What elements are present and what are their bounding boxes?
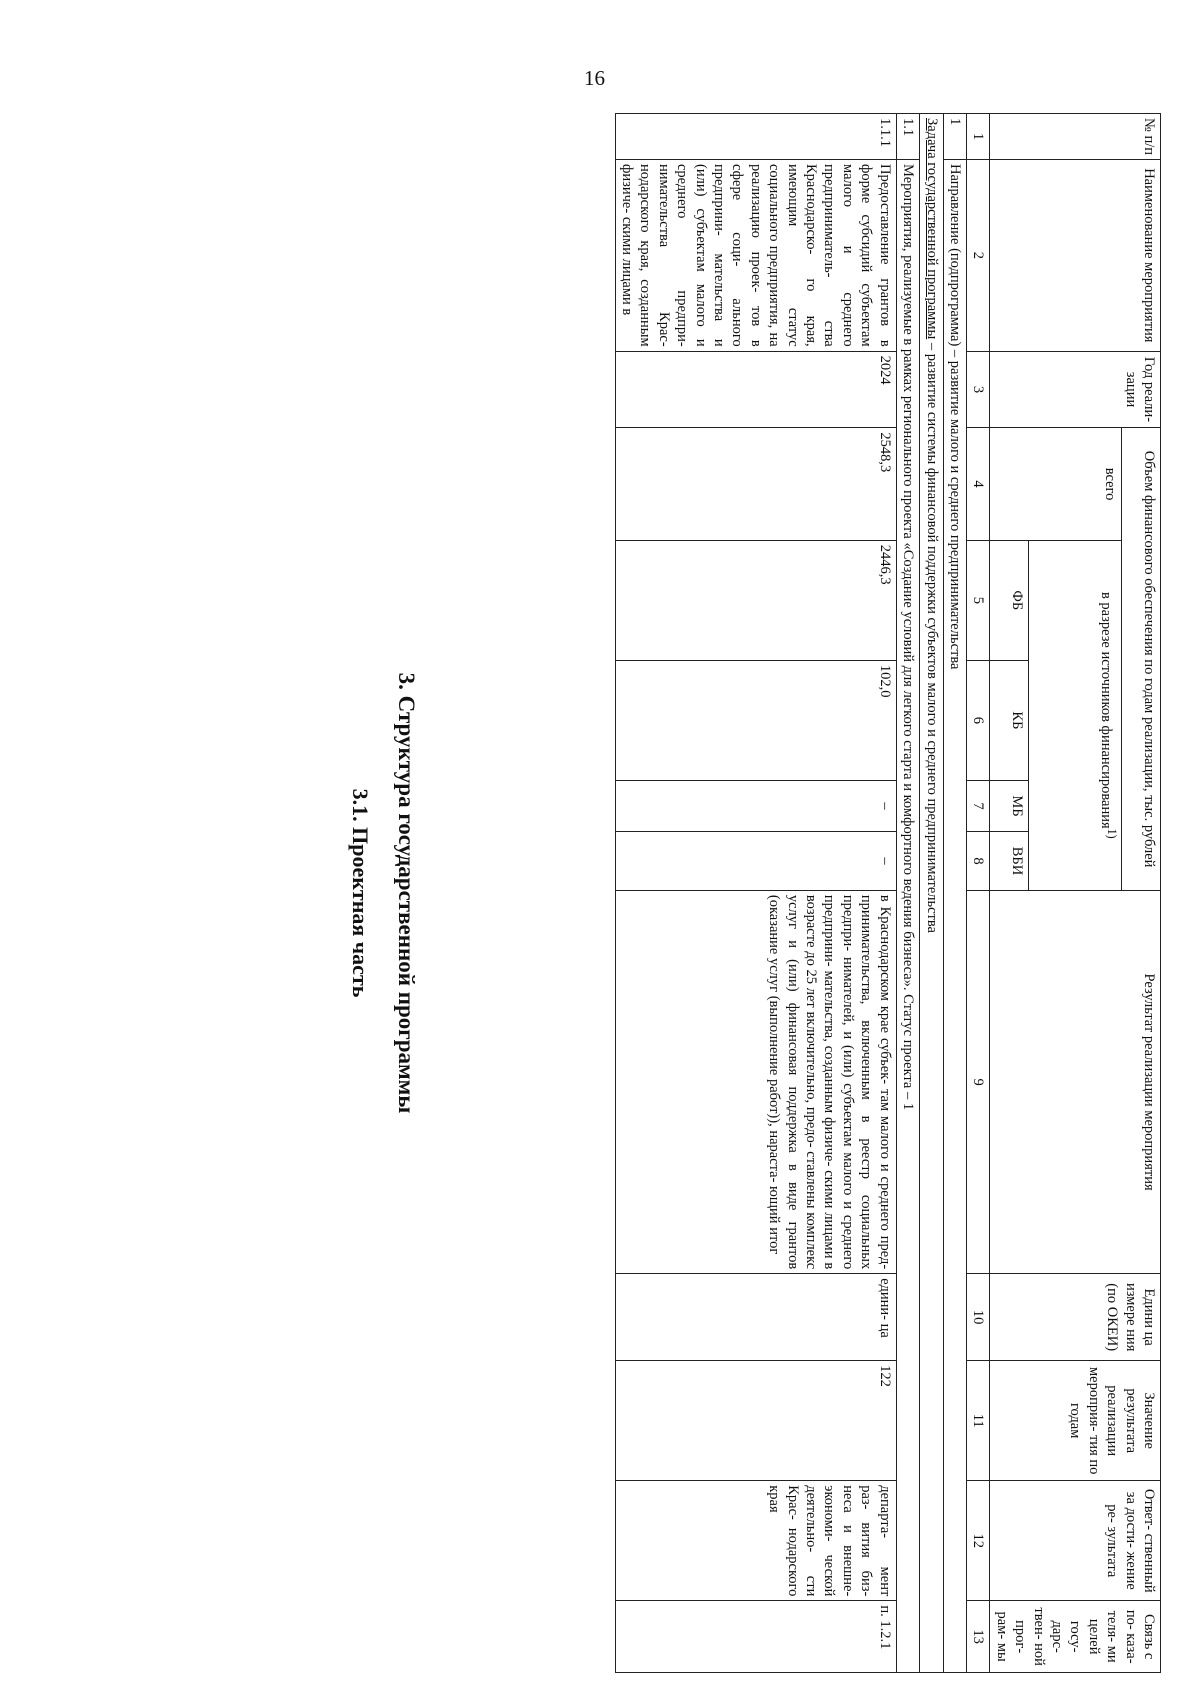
header-row-1 [1122, 114, 1161, 1673]
column-numbers-row [966, 114, 989, 1673]
header-mb: МБ [990, 780, 1029, 831]
header-link: Связь с по- каза- теля- ми целей госу- дарс- твен- ной прог- рам- мы [990, 1601, 1161, 1673]
footnote-marker: 1) [1105, 828, 1119, 839]
header-value: Значение результата реализации мероприя- тия по годам [990, 1361, 1161, 1481]
item-result: в Краснодарском крае субъек- там малого и среднего пред- принимательства, включенным в реестр социальных предпри- нимателей, и (или) субъектам малого и среднего предприни- мательства, созданным физиче- скими лицами в возрасте до 25 лет включительно, предо- ставлены комплекс услуг и (или) финансовая поддержка в виде грантов (оказание услуг (выполнение работ)), нараста- ющий итог [615, 890, 896, 1273]
item-unit: едини- ца [615, 1274, 896, 1361]
task-prefix: Задача государственной программы [923, 118, 940, 340]
header-sources [1029, 540, 1122, 890]
task-text [920, 114, 943, 1673]
column-number: 13 [966, 1601, 989, 1673]
header-year: Год реали- зации [990, 351, 1161, 428]
column-number: 10 [966, 1274, 989, 1361]
measures-text: Мероприятия, реализуемые в рамках регионального проекта «Создание условий для легкого старта и комфортного ведения бизнеса». Статус проекта – 1 [896, 160, 919, 1673]
header-result: Результат реализации мероприятия [990, 890, 1161, 1273]
task-body: – развитие системы финансовой поддержки субъектов малого и среднего предпринимательства [923, 339, 940, 933]
program-structure-table [615, 113, 1161, 1673]
item-mb: – [615, 780, 896, 831]
header-unit: Едини ца измере ния (по ОКЕИ) [990, 1274, 1161, 1361]
column-number: 9 [966, 890, 989, 1273]
column-number: 3 [966, 351, 989, 428]
header-responsible: Ответ- ственный за дости- жение ре- зультата [990, 1481, 1161, 1601]
item-total: 2548,3 [615, 428, 896, 540]
header-vbi: ВБИ [990, 832, 1029, 891]
direction-text: Направление (подпрограмма) – развитие малого и среднего предпринимательства [943, 160, 966, 1673]
header-sources-label: в разрезе источников финансирования [1098, 591, 1115, 829]
item-link: п. 1.2.1 [615, 1601, 896, 1673]
column-number: 8 [966, 832, 989, 891]
column-number: 2 [966, 160, 989, 352]
header-fb: ФБ [990, 540, 1029, 660]
direction-number: 1 [943, 114, 966, 160]
item-row [615, 114, 896, 1673]
measures-row [896, 114, 919, 1673]
column-number: 4 [966, 428, 989, 540]
column-number: 12 [966, 1481, 989, 1601]
column-number: 7 [966, 780, 989, 831]
subsection-title: 3.1. Проектная часть [348, 788, 373, 998]
header-total: всего [990, 428, 1122, 540]
page-number: 16 [584, 66, 605, 90]
section-title: 3. Структура государственной программы [394, 672, 419, 1114]
measures-number: 1.1 [896, 114, 919, 160]
header-financing: Объем финансового обеспечения по годам реализации, тыс. рублей [1122, 428, 1161, 891]
task-row [920, 114, 943, 1673]
column-number: 6 [966, 660, 989, 780]
item-kb: 102,0 [615, 660, 896, 780]
rotated-page-content [241, 93, 1161, 1693]
column-number: 11 [966, 1361, 989, 1481]
item-name: Предоставление грантов в форме субсидий субъектам малого и среднего предприниматель- ства Краснодарско- го края, имеющим статус социального предприятия, на реализацию проек- тов в сфере соци- ального предприни- мательства и (или) субъектам малого и среднего предпри- нимательства Крас- нодарского края, созданным физиче- скими лицами в [615, 160, 896, 352]
column-number: 1 [966, 114, 989, 160]
direction-row [943, 114, 966, 1673]
item-vbi: – [615, 832, 896, 891]
item-responsible: департа- мент раз- вития биз- неса и внешне- экономи- ческой деятельно- сти Крас- нодарского края [615, 1481, 896, 1601]
item-year: 2024 [615, 351, 896, 428]
item-value: 122 [615, 1361, 896, 1481]
header-kb: КБ [990, 660, 1029, 780]
header-number: № п/п [990, 114, 1161, 160]
item-number: 1.1.1 [615, 114, 896, 160]
column-number: 5 [966, 540, 989, 660]
header-name: Наименование мероприятия [990, 160, 1161, 352]
item-fb: 2446,3 [615, 540, 896, 660]
